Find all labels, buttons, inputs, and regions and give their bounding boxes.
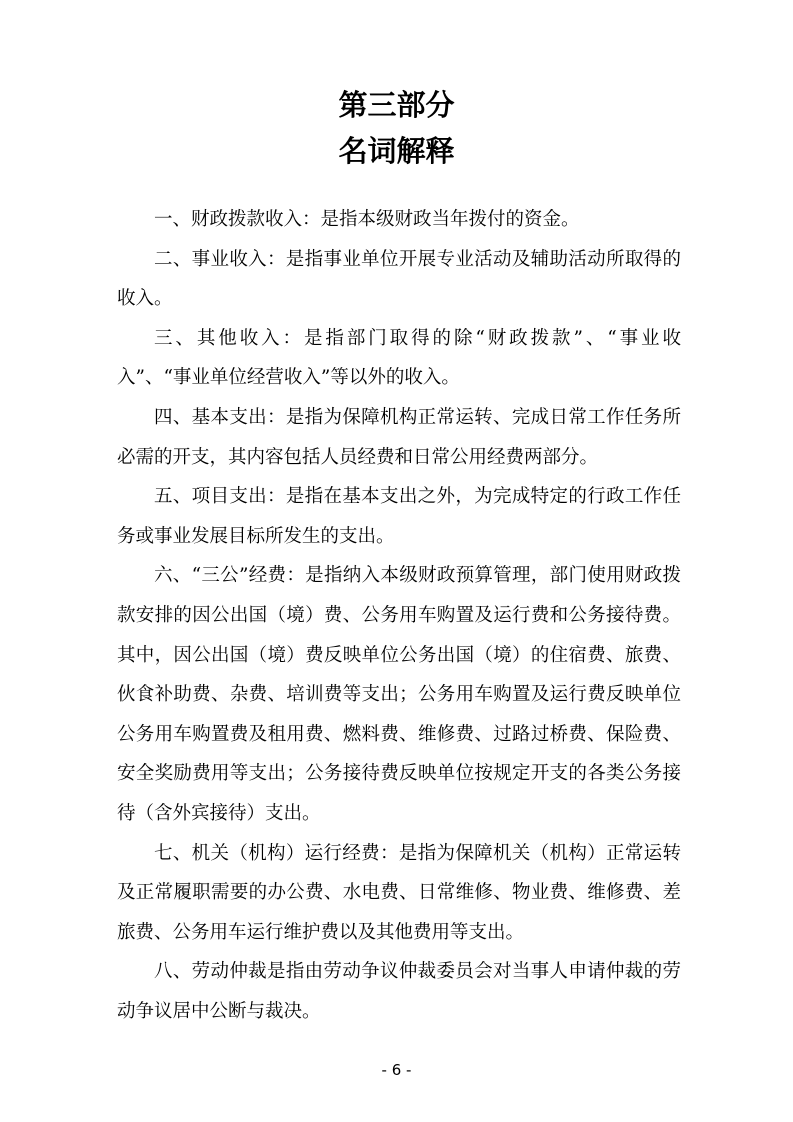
paragraph-2: 二、事业收入：是指事业单位开展专业活动及辅助活动所取得的收入。 [117, 248, 681, 310]
title-line-1: 第三部分 [338, 88, 455, 122]
paragraph-7: 七、机关（机构）运行经费：是指为保障机关（机构）正常运转及正常履职需要的办公费、水电费、日常维修、物业费、维修费、差旅费、公务用车运行维护费以及其他费用等支出。 [117, 842, 681, 943]
paragraph-3: 三、其他收入：是指部门取得的除“财政拨款”、“事业收入”、“事业单位经营收入”等以外的收入。 [117, 327, 681, 389]
paragraph-1: 一、财政拨款收入：是指本级财政当年拨付的资金。 [154, 209, 580, 230]
paragraph-4: 四、基本支出：是指为保障机构正常运转、完成日常工作任务所必需的开支，其内容包括人员经费和日常公用经费两部分。 [117, 406, 681, 468]
paragraph-5: 五、项目支出：是指在基本支出之外，为完成特定的行政工作任务或事业发展目标所发生的支出。 [117, 486, 681, 547]
page-number: - 6 - [381, 1061, 412, 1079]
document-body [117, 200, 681, 1031]
title-line-2: 名词解释 [338, 134, 455, 168]
paragraph-8: 八、劳动仲裁是指由劳动争议仲裁委员会对当事人申请仲裁的劳动争议居中公断与裁决。 [117, 961, 681, 1022]
page-title [0, 82, 793, 174]
paragraph-6: 六、“三公”经费：是指纳入本级财政预算管理，部门使用财政拨款安排的因公出国（境）费、公务用车购置及运行费和公务接待费。其中，因公出国（境）费反映单位公务出国（境）的住宿费、旅费、伙食补助费、杂费、培训费等支出；公务用车购置及运行费反映单位公务用车购置费及租用费、燃料费、维修费、过路过桥费、保险费、安全奖励费用等支出；公务接待费反映单位按规定开支的各类公务接待（含外宾接待）支出。 [117, 565, 681, 824]
